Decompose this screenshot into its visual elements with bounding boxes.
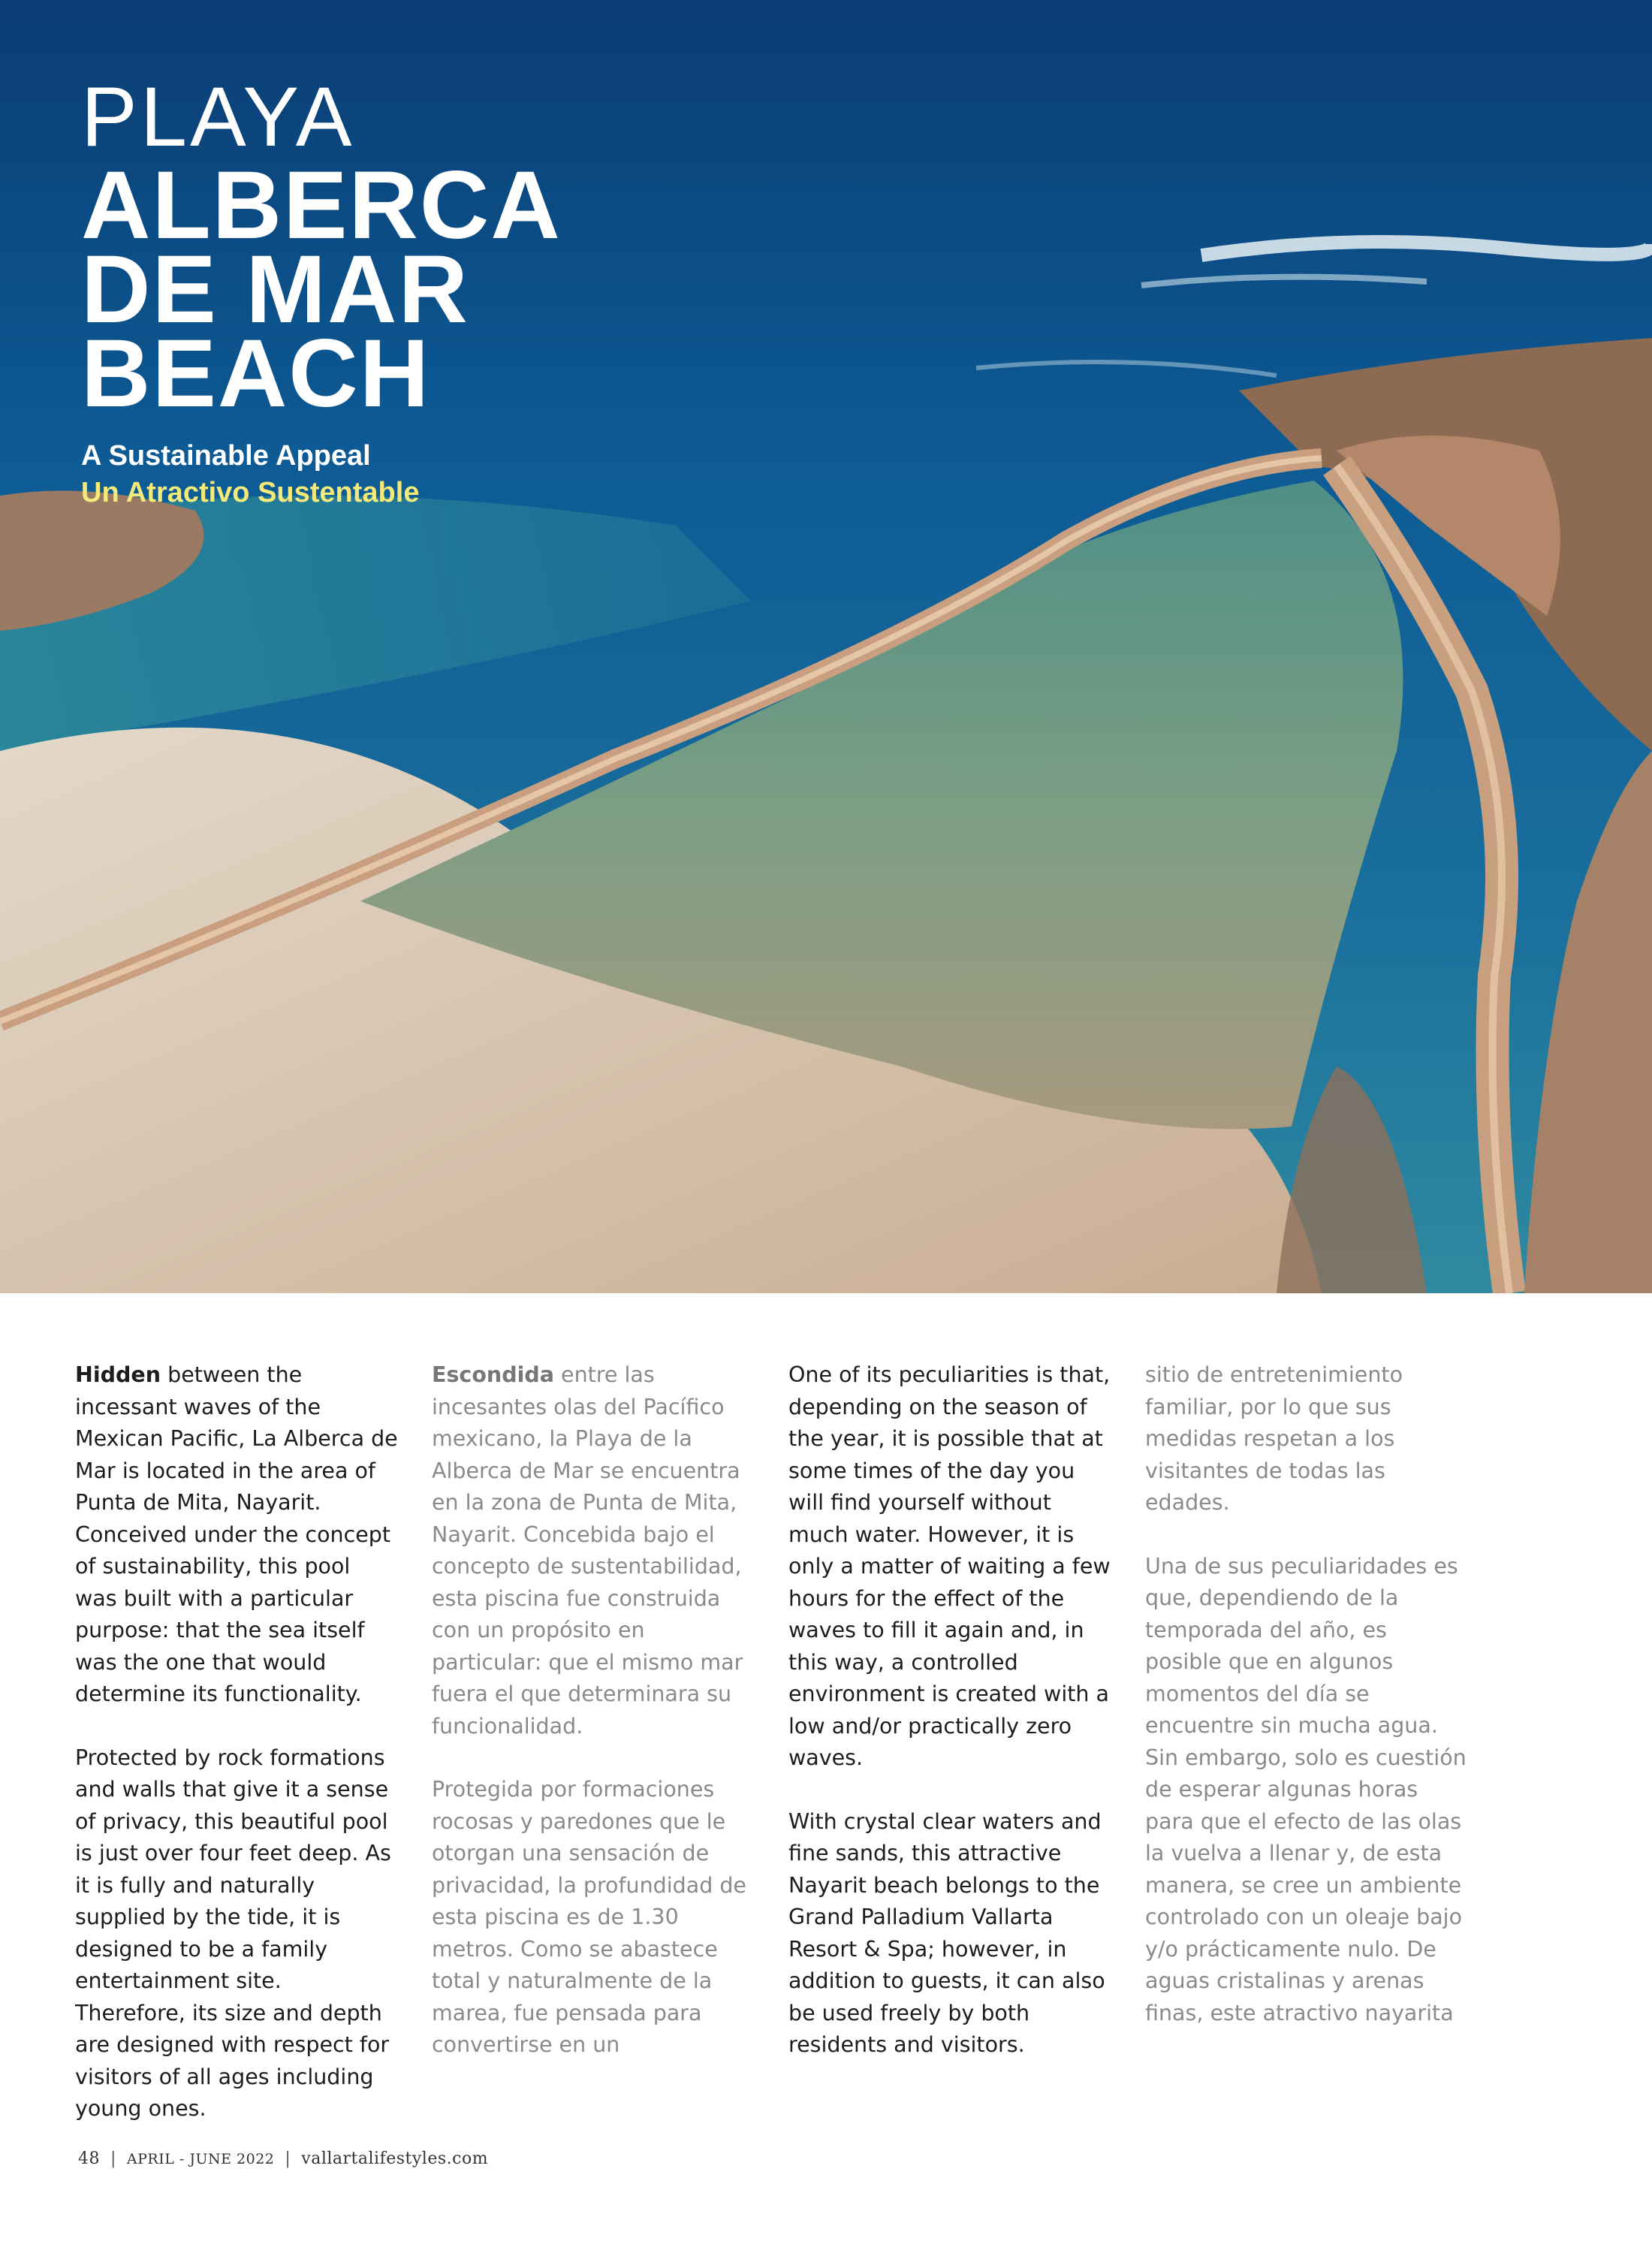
separator: | — [285, 2149, 291, 2168]
title-block — [81, 70, 562, 509]
paragraph: Protegida por formaciones rocosas y paredones que le otorgan una sensación de privacidad, la profundidad de esta piscina es de 1.30 metros. Como se abastece total y naturalmente de la marea, fue pensada para convertirse en un — [432, 1777, 746, 2057]
issue-date: APRIL - JUNE 2022 — [126, 2151, 275, 2167]
subtitle-english: A Sustainable Appeal — [81, 440, 371, 472]
paragraph: One of its peculiarities is that, depending on the season of the year, it is possible that at some times of the day you will find yourself without much water. However, it is only a matter of waiting a few hours for the effect of the waves to fill it again and, in this way, a controlled environment is created with a low and/or practically zero waves. — [788, 1362, 1111, 1770]
column-spanish-2 — [1145, 1359, 1468, 2061]
title-alberca: ALBERCA — [81, 152, 562, 259]
paragraph: Protected by rock formations and walls that give it a sense of privacy, this beautiful pool is just over four feet deep. As it is fully and naturally supplied by the tide, it is designed to be a family entertainment site. Therefore, its size and depth are designed with respect for visitors of all ages including young ones. — [75, 1745, 391, 2121]
page-number: 48 — [78, 2149, 100, 2168]
column-english-2 — [788, 1359, 1111, 2093]
title-de-mar: DE MAR — [81, 236, 469, 343]
website-link[interactable]: vallartalifestyles.com — [301, 2149, 489, 2168]
subtitle-spanish: Un Atractivo Sustentable — [81, 477, 420, 508]
paragraph-text: between the incessant waves of the Mexican Pacific, La Alberca de Mar is located in the area of Punta de Mita, Nayarit. Conceived under the concept of sustainability, this pool was built with a particular purpose: that the sea itself was the one that would determine its functionality. — [75, 1362, 398, 1706]
paragraph: sitio de entretenimiento familiar, por lo que sus medidas respetan a los visitantes de todas las edades. — [1145, 1362, 1403, 1515]
title-playa: PLAYA — [81, 70, 355, 164]
title-beach: BEACH — [81, 320, 431, 427]
column-english-1 — [75, 1359, 398, 2157]
column-spanish-1 — [432, 1359, 755, 2093]
lead-word: Escondida — [432, 1362, 554, 1387]
page-footer — [78, 2149, 488, 2168]
separator: | — [110, 2149, 116, 2168]
paragraph: With crystal clear waters and fine sands, this attractive Nayarit beach belongs to the Grand Palladium Vallarta Resort & Spa; however, in addition to guests, it can also be used freely by both residents and visitors. — [788, 1808, 1105, 2057]
lead-word: Hidden — [75, 1362, 161, 1387]
paragraph: Una de sus peculiaridades es que, dependiendo de la temporada del año, es posible que en algunos momentos del día se encuentre sin mucha agua. Sin embargo, solo es cuestión de esperar algunas horas para que el efecto de las olas la vuelva a llenar y, de esta manera, se cree un ambiente controlado con un oleaje bajo y/o prácticamente nulo. De aguas cristalinas y arenas finas, este atractivo nayarita — [1145, 1553, 1467, 2025]
paragraph-text: entre las incesantes olas del Pacífico mexicano, la Playa de la Alberca de Mar se encuentra en la zona de Punta de Mita, Nayarit. Concebida bajo el concepto de sustentabilidad, esta piscina fue construida con un propósito en particular: que el mismo mar fuera el que determinara su funcionalidad. — [432, 1362, 743, 1739]
paragraph — [432, 1359, 755, 1742]
paragraph — [75, 1359, 398, 1711]
